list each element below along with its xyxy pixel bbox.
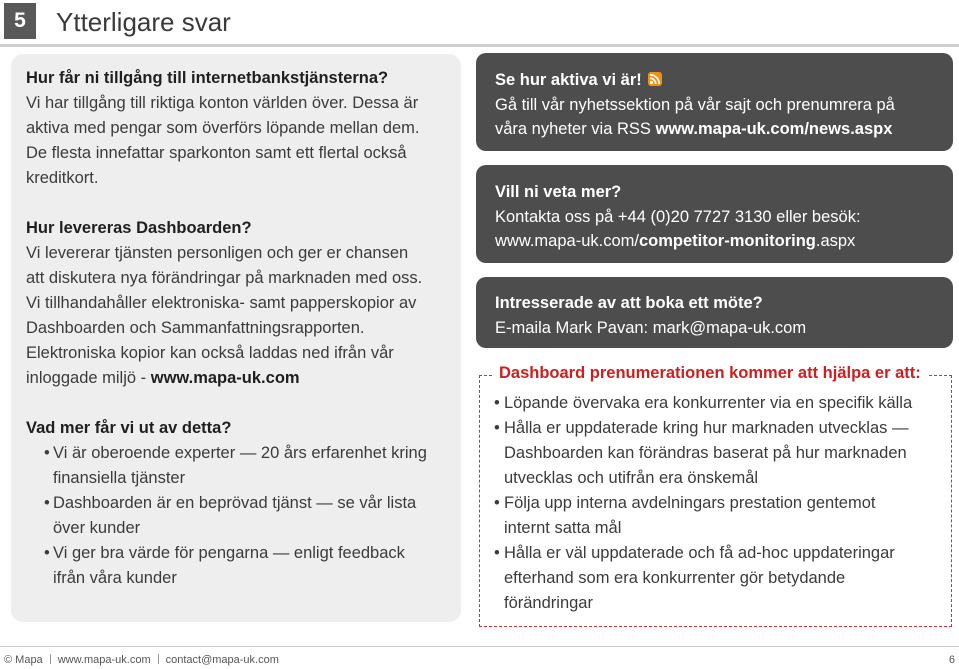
meeting-box-heading: Intresserade av att boka ett möte? — [495, 294, 763, 312]
answer-delivery-line: att diskutera nya förändringar på marknaden med oss. — [26, 269, 423, 287]
rss-icon[interactable] — [648, 72, 662, 86]
dashboard-benefit-item: • Följa upp interna avdelningars prestation gentemot internt satta mål — [494, 491, 944, 541]
website-link[interactable]: www.mapa-uk.com — [150, 369, 300, 387]
dashboard-benefit-item: • Hålla er väl uppdaterade och få ad-hoc uppdateringar efterhand som era konkurrenter gör betydande förändringar — [494, 541, 944, 616]
contact-box-heading: Vill ni veta mer? — [495, 183, 622, 201]
bullet-icon: • — [494, 544, 500, 562]
contact-box — [476, 165, 953, 263]
benefit-item: • Vi är oberoende experter — 20 års erfarenhet kring finansiella tjänster — [44, 441, 444, 491]
bullet-icon: • — [44, 544, 50, 562]
news-link-path[interactable]: /news.aspx — [804, 120, 893, 138]
question-access: Hur får ni tillgång till internetbankstjänsterna? — [26, 69, 389, 87]
question-delivery: Hur levereras Dashboarden? — [26, 219, 252, 237]
rss-box-text: Gå till vår nyhetssektion på vår sajt och prenumrera på — [495, 96, 895, 114]
footer-site-link[interactable]: www.mapa-uk.com — [57, 654, 151, 666]
email-contact[interactable]: E-maila Mark Pavan: mark@mapa-uk.com — [495, 319, 807, 337]
footer-divider — [0, 646, 959, 647]
answer-access-line: kreditkort. — [26, 169, 99, 187]
answer-delivery-text: inloggade miljö - — [26, 369, 151, 387]
bullet-icon: • — [494, 419, 500, 437]
header-divider — [0, 44, 959, 47]
rss-box-text: våra nyheter via RSS — [495, 120, 656, 138]
answer-delivery-line: Dashboarden och Sammanfattningsrapporten. — [26, 319, 365, 337]
footer-brand: © Mapa — [4, 654, 43, 666]
dashboard-benefit-item: • Hålla er uppdaterade kring hur marknaden utvecklas — Dashboarden kan förändras baserat på hur marknaden utvecklas och utifrån era önskemål — [494, 416, 944, 491]
rss-box — [476, 53, 953, 151]
meeting-box — [476, 277, 953, 348]
benefit-item: • Vi ger bra värde för pengarna — enligt feedback ifrån våra kunder — [44, 541, 444, 591]
answer-delivery-line: Elektroniska kopior kan också laddas ned ifrån vår — [26, 344, 394, 362]
footer-email-link[interactable]: contact@mapa-uk.com — [165, 654, 279, 666]
answer-access-line: aktiva med pengar som överförs löpande mellan dem. — [26, 119, 420, 137]
contact-box-text: Kontakta oss på +44 (0)20 7727 3130 eller besök: — [495, 208, 861, 226]
benefit-item: • Dashboarden är en beprövad tjänst — se vår lista över kunder — [44, 491, 444, 541]
bullet-icon: • — [44, 444, 50, 462]
bullet-icon: • — [44, 494, 50, 512]
footer-separator — [158, 654, 159, 664]
contact-link[interactable]: www.mapa-uk.com/ — [495, 232, 639, 250]
dashboard-benefits-title: Dashboard prenumerationen kommer att hjälpa er att: — [493, 364, 927, 383]
page-number: 6 — [948, 654, 955, 666]
answer-access-line: De flesta innefattar sparkonton samt ett flertal också — [26, 144, 407, 162]
question-benefits: Vad mer får vi ut av detta? — [26, 419, 232, 437]
footer-separator — [50, 654, 51, 664]
dashboard-benefit-item: • Löpande övervaka era konkurrenter via en specifik källa — [494, 391, 944, 416]
footer — [4, 654, 279, 666]
rss-box-heading: Se hur aktiva vi är! — [495, 71, 642, 89]
answer-delivery-line — [26, 366, 300, 391]
bullet-icon: • — [494, 494, 500, 512]
contact-link-ext[interactable]: .aspx — [815, 232, 856, 250]
contact-link-path[interactable]: competitor-monitoring — [638, 232, 816, 250]
answer-delivery-line: Vi tillhandahåller elektroniska- samt papperskopior av — [26, 294, 417, 312]
bullet-icon: • — [494, 394, 500, 412]
answer-delivery-line: Vi levererar tjänsten personligen och ger er chansen — [26, 244, 409, 262]
section-title: Ytterligare svar — [56, 7, 231, 37]
section-number-badge: 5 — [4, 3, 36, 39]
answer-access-line: Vi har tillgång till riktiga konton världen över. Dessa är — [26, 94, 419, 112]
news-link[interactable]: www.mapa-uk.com — [655, 120, 805, 138]
